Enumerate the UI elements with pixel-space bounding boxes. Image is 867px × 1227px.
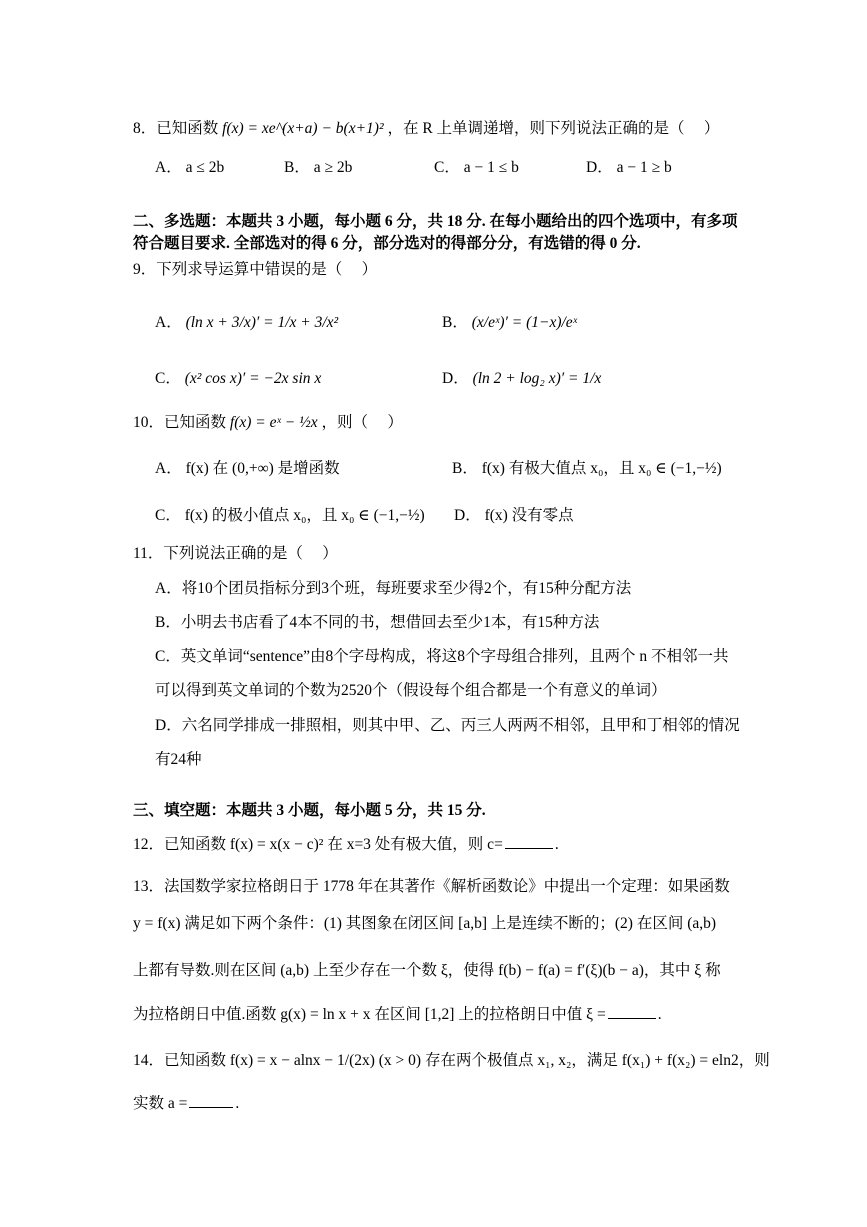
q10-option-a: A． f(x) 在 (0,+∞) 是增函数	[155, 460, 340, 477]
q12: 12．已知函数 f(x) = x(x − c)² 在 x=3 处有极大值，则 c= .	[133, 836, 559, 853]
q11-option-c-line1: C．英文单词“sentence”由8个字母构成，将这8个字母组合排列，且两个 n 不相邻一共	[155, 648, 729, 665]
q8-option-b: B． a ≥ 2b	[284, 159, 353, 176]
q14-line1: 14．已知函数 f(x) = x − alnx − 1/(2x) (x > 0) 存在两个极值点 x₁, x₂，满足 f(x₁) + f(x₂) = eln2，则	[133, 1052, 770, 1069]
q9-option-c: C． (x² cos x)′ = −2x sin x	[155, 370, 322, 387]
q11-stem: 11．下列说法正确的是（ ）	[133, 545, 338, 562]
q9-option-b: B． (x/eˣ)′ = (1−x)/eˣ	[442, 314, 578, 331]
section2-header-line1: 二、多选题：本题共 3 小题，每小题 6 分，共 18 分. 在每小题给出的四个选项中，有多项	[133, 213, 738, 230]
q14-answer-blank[interactable]	[189, 1093, 233, 1108]
section2-header-line2: 符合题目要求. 全部选对的得 6 分，部分选对的得部分分，有选错的得 0 分.	[133, 235, 641, 252]
q8-stem: 8．已知函数 f(x) = xe^(x+a) − b(x+1)² ，在 R 上单调递增，则下列说法正确的是（ ）	[133, 120, 720, 137]
q13-line1: 13．法国数学家拉格朗日于 1778 年在其著作《解析函数论》中提出一个定理：如果函数	[133, 878, 730, 895]
q14-line2: 实数 a = .	[133, 1095, 240, 1112]
q9-option-c-expr: (x² cos x)′ = −2x sin x	[184, 370, 322, 387]
q10-option-d: D． f(x) 没有零点	[454, 507, 574, 524]
q11-option-d-line1: D．六名同学排成一排照相，则其中甲、乙、丙三人两两不相邻，且甲和丁相邻的情况	[155, 717, 740, 734]
q9-stem: 9．下列求导运算中错误的是（ ）	[133, 261, 378, 278]
q10-option-c: C． f(x) 的极小值点 x₀，且 x₀ ∈ (−1,−½)	[155, 507, 425, 524]
q11-option-d-line2: 有24种	[155, 751, 202, 768]
q9-option-a-expr: (ln x + 3/x)′ = 1/x + 3/x²	[185, 314, 339, 331]
q9-option-d-expr: (ln 2 + log₂ x)′ = 1/x	[472, 370, 602, 387]
q10-formula: f(x) = eˣ − ½x	[229, 414, 318, 431]
q8-option-c: C． a − 1 ≤ b	[434, 159, 519, 176]
q9-option-d: D． (ln 2 + log₂ x)′ = 1/x	[442, 370, 602, 387]
q13-answer-blank[interactable]	[608, 1004, 656, 1019]
q8-option-a: A． a ≤ 2b	[155, 159, 225, 176]
section3-header: 三、填空题：本题共 3 小题，每小题 5 分，共 15 分.	[133, 802, 486, 819]
q11-option-b: B．小明去书店看了4本不同的书，想借回去至少1本，有15种方法	[155, 614, 600, 631]
q11-option-c-line2: 可以得到英文单词的个数为2520个（假设每个组合都是一个有意义的单词）	[155, 682, 667, 699]
q10-option-b: B． f(x) 有极大值点 x₀，且 x₀ ∈ (−1,−½)	[452, 460, 722, 477]
q12-answer-blank[interactable]	[505, 834, 553, 849]
q11-option-a: A．将10个团员指标分到3个班，每班要求至少得2个，有15种分配方法	[155, 580, 632, 597]
q13-line4: 为拉格朗日中值.函数 g(x) = ln x + x 在区间 [1,2] 上的拉格朗日中值 ξ = .	[133, 1006, 662, 1023]
q13-line3: 上都有导数.则在区间 (a,b) 上至少存在一个数 ξ，使得 f(b) − f(a) = f′(ξ)(b − a)，其中 ξ 称	[133, 962, 721, 979]
q8-formula: f(x) = xe^(x+a) − b(x+1)²	[222, 120, 384, 137]
q13-line2: y = f(x) 满足如下两个条件：(1) 其图象在闭区间 [a,b] 上是连续不断的；(2) 在区间 (a,b)	[133, 915, 717, 932]
q10-stem: 10．已知函数 f(x) = eˣ − ½x ，则（ ）	[133, 414, 403, 431]
q9-option-b-expr: (x/eˣ)′ = (1−x)/eˣ	[471, 314, 578, 331]
q9-option-a: A． (ln x + 3/x)′ = 1/x + 3/x²	[155, 314, 339, 331]
q8-option-d: D． a − 1 ≥ b	[586, 159, 672, 176]
